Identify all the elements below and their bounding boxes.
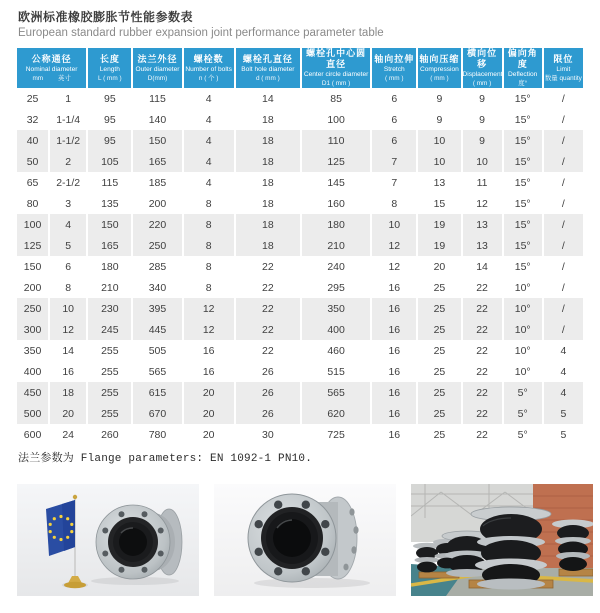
cell: 8: [184, 193, 234, 214]
table-row: [17, 235, 583, 256]
cell: 15°: [504, 256, 542, 277]
cell: 20: [184, 403, 234, 424]
cell: 18: [236, 214, 300, 235]
table-row: [17, 340, 583, 361]
cell: 80: [17, 193, 48, 214]
col-header-compression: 轴向压缩 Compression ( mm ): [418, 48, 460, 88]
cell: 16: [372, 277, 416, 298]
cell: 10°: [504, 340, 542, 361]
cell: 25: [418, 361, 460, 382]
cell: 7: [372, 151, 416, 172]
cell: 255: [88, 361, 131, 382]
cell: 4: [184, 151, 234, 172]
cell: 22: [236, 319, 300, 340]
cell: 95: [88, 130, 131, 151]
cell: 25: [418, 424, 460, 445]
cell: 150: [17, 256, 48, 277]
cell: /: [544, 109, 583, 130]
cell: 9: [463, 109, 502, 130]
cell: 260: [88, 424, 131, 445]
cell: 200: [133, 193, 181, 214]
cell: 6: [372, 88, 416, 109]
cell: /: [544, 256, 583, 277]
cell: 18: [236, 235, 300, 256]
cell: 16: [372, 424, 416, 445]
cell: 22: [463, 424, 502, 445]
cell: 15°: [504, 193, 542, 214]
cell: 180: [88, 256, 131, 277]
cell: 670: [133, 403, 181, 424]
table-row: [17, 151, 583, 172]
cell: 110: [302, 130, 370, 151]
table-body: [17, 88, 583, 445]
cell: 515: [302, 361, 370, 382]
cell: 600: [17, 424, 48, 445]
cell: 7: [372, 172, 416, 193]
cell: 5: [544, 424, 583, 445]
cell: 10: [50, 298, 86, 319]
table-row: [17, 193, 583, 214]
cell: 240: [302, 256, 370, 277]
table-header-row: [17, 48, 583, 88]
cell: 10: [418, 130, 460, 151]
cell: 25: [418, 319, 460, 340]
table-row: [17, 172, 583, 193]
cell: 26: [236, 382, 300, 403]
cell: 22: [236, 340, 300, 361]
cell: 4: [184, 109, 234, 130]
cell: 10: [463, 151, 502, 172]
cell: 12: [372, 235, 416, 256]
cell: 2: [50, 151, 86, 172]
col-header-center-circle-diameter: 螺栓孔中心圆直径 Center circle diameter D1 ( mm ): [303, 48, 369, 87]
cell: 4: [184, 172, 234, 193]
cell: 185: [133, 172, 181, 193]
cell: 15°: [504, 235, 542, 256]
cell: 20: [184, 382, 234, 403]
cell: 255: [88, 382, 131, 403]
cell: 615: [133, 382, 181, 403]
cell: 14: [236, 88, 300, 109]
cell: 15: [418, 193, 460, 214]
cell: 5°: [504, 403, 542, 424]
cell: 20: [50, 403, 86, 424]
col-header-displacement: 横向位移 Displacement ( mm ): [462, 48, 503, 87]
cell: 8: [184, 235, 234, 256]
parameter-table: [15, 48, 585, 445]
cell: 255: [88, 340, 131, 361]
cell: 25: [17, 88, 48, 109]
cell: 12: [50, 319, 86, 340]
cell: 5: [50, 235, 86, 256]
eu-flag-and-joint-image: [17, 484, 199, 596]
cell: 18: [236, 109, 300, 130]
cell: 18: [236, 151, 300, 172]
cell: 125: [302, 151, 370, 172]
table-row: [17, 109, 583, 130]
cell: 6: [372, 130, 416, 151]
cell: 65: [17, 172, 48, 193]
cell: 16: [372, 319, 416, 340]
cell: 16: [50, 361, 86, 382]
cell: /: [544, 172, 583, 193]
cell: 5°: [504, 382, 542, 403]
cell: 15°: [504, 109, 542, 130]
eu-flag-and-joint-photo: [17, 484, 199, 596]
cell: 8: [372, 193, 416, 214]
cell: 16: [372, 298, 416, 319]
table-row: [17, 403, 583, 424]
cell: 165: [133, 151, 181, 172]
cell: 4: [544, 361, 583, 382]
cell: 12: [184, 319, 234, 340]
cell: 565: [133, 361, 181, 382]
cell: 400: [302, 319, 370, 340]
table-row: [17, 319, 583, 340]
cell: 125: [17, 235, 48, 256]
product-photos-row: [17, 484, 593, 596]
cell: 22: [463, 319, 502, 340]
warehouse-stock-image: [411, 484, 593, 596]
cell: 115: [133, 88, 181, 109]
cell: 6: [372, 109, 416, 130]
cell: 25: [418, 340, 460, 361]
col-header-limit: 限位 Limit 数量 quantity: [544, 48, 583, 88]
cell: 565: [302, 382, 370, 403]
cell: 145: [302, 172, 370, 193]
cell: 135: [88, 193, 131, 214]
cell: 15°: [504, 130, 542, 151]
cell: 16: [184, 340, 234, 361]
cell: 4: [184, 130, 234, 151]
cell: 400: [17, 361, 48, 382]
table-row: [17, 130, 583, 151]
rubber-expansion-joint-image: [214, 484, 396, 596]
cell: /: [544, 277, 583, 298]
cell: 10°: [504, 361, 542, 382]
cell: 15°: [504, 151, 542, 172]
cell: 725: [302, 424, 370, 445]
cell: 9: [463, 88, 502, 109]
cell: 25: [418, 403, 460, 424]
cell: /: [544, 130, 583, 151]
cell: 450: [17, 382, 48, 403]
cell: 10: [418, 151, 460, 172]
cell: 4: [544, 382, 583, 403]
cell: 32: [17, 109, 48, 130]
table-row: [17, 424, 583, 445]
cell: 16: [184, 361, 234, 382]
cell: 2-1/2: [50, 172, 86, 193]
cell: 100: [17, 214, 48, 235]
col-header-stretch: 轴向拉伸 Stretch ( mm ): [372, 48, 416, 88]
table-row: [17, 298, 583, 319]
cell: 16: [372, 340, 416, 361]
page-title-zh: 欧洲标准橡胶膨胀节性能参数表: [18, 10, 194, 24]
cell: 1-1/4: [50, 109, 86, 130]
cell: 18: [236, 172, 300, 193]
cell: /: [544, 319, 583, 340]
cell: 13: [418, 172, 460, 193]
cell: 5: [544, 403, 583, 424]
cell: 9: [463, 130, 502, 151]
cell: 300: [17, 319, 48, 340]
cell: 95: [88, 88, 131, 109]
cell: 22: [236, 298, 300, 319]
cell: 22: [236, 277, 300, 298]
cell: 3: [50, 193, 86, 214]
cell: 505: [133, 340, 181, 361]
col-header-deflection: 偏向角度 Deflection 度°: [504, 48, 542, 88]
cell: 340: [133, 277, 181, 298]
cell: 395: [133, 298, 181, 319]
cell: 15°: [504, 214, 542, 235]
cell: /: [544, 151, 583, 172]
cell: 620: [302, 403, 370, 424]
table-row: [17, 88, 583, 109]
cell: 22: [236, 256, 300, 277]
col-header-length: 长度 Length L ( mm ): [88, 48, 131, 88]
cell: 255: [88, 403, 131, 424]
cell: /: [544, 88, 583, 109]
cell: 4: [50, 214, 86, 235]
cell: /: [544, 298, 583, 319]
warehouse-stock-photo: [411, 484, 593, 596]
cell: 245: [88, 319, 131, 340]
col-header-nominal-diameter: 公称通径 Nominal diameter mm 英寸: [17, 48, 86, 88]
cell: 40: [17, 130, 48, 151]
cell: 1: [50, 88, 86, 109]
cell: 25: [418, 298, 460, 319]
cell: 220: [133, 214, 181, 235]
cell: 22: [463, 403, 502, 424]
cell: /: [544, 193, 583, 214]
cell: 12: [463, 193, 502, 214]
col-header-number-of-bolts: 螺栓数 Number of bolts n ( 个 ): [184, 48, 234, 88]
cell: 100: [302, 109, 370, 130]
cell: 8: [184, 256, 234, 277]
table-row: [17, 361, 583, 382]
cell: 8: [50, 277, 86, 298]
table-row: [17, 256, 583, 277]
cell: 115: [88, 172, 131, 193]
cell: 25: [418, 277, 460, 298]
cell: 24: [50, 424, 86, 445]
cell: 4: [544, 340, 583, 361]
cell: 95: [88, 109, 131, 130]
cell: 780: [133, 424, 181, 445]
cell: 160: [302, 193, 370, 214]
cell: 5°: [504, 424, 542, 445]
cell: 10°: [504, 319, 542, 340]
col-header-bolt-hole-diameter: 螺栓孔直径 Bolt hole diameter d ( mm ): [236, 48, 300, 88]
cell: 460: [302, 340, 370, 361]
cell: 22: [463, 298, 502, 319]
col-header-outer-diameter: 法兰外径 Outer diameter D(mm): [133, 48, 181, 88]
table-row: [17, 214, 583, 235]
cell: 350: [17, 340, 48, 361]
cell: 9: [418, 88, 460, 109]
rubber-expansion-joint-photo: [214, 484, 396, 596]
cell: 15°: [504, 88, 542, 109]
cell: 4: [184, 88, 234, 109]
cell: 9: [418, 109, 460, 130]
cell: 18: [236, 193, 300, 214]
table-row: [17, 382, 583, 403]
cell: 500: [17, 403, 48, 424]
cell: 350: [302, 298, 370, 319]
table-head: [17, 48, 583, 88]
cell: 10: [372, 214, 416, 235]
cell: 20: [418, 256, 460, 277]
cell: 22: [463, 382, 502, 403]
cell: 26: [236, 361, 300, 382]
cell: 13: [463, 235, 502, 256]
cell: 16: [372, 361, 416, 382]
cell: 8: [184, 277, 234, 298]
cell: 200: [17, 277, 48, 298]
cell: 25: [418, 382, 460, 403]
flange-parameters-note: 法兰参数为 Flange parameters: EN 1092-1 PN10.: [18, 453, 313, 465]
cell: 16: [372, 403, 416, 424]
cell: 30: [236, 424, 300, 445]
cell: 10°: [504, 298, 542, 319]
cell: /: [544, 235, 583, 256]
cell: 19: [418, 235, 460, 256]
cell: 12: [372, 256, 416, 277]
cell: 22: [463, 361, 502, 382]
table-row: [17, 277, 583, 298]
cell: 15°: [504, 172, 542, 193]
cell: 20: [184, 424, 234, 445]
cell: 250: [17, 298, 48, 319]
cell: 22: [463, 340, 502, 361]
cell: 180: [302, 214, 370, 235]
cell: 50: [17, 151, 48, 172]
cell: 250: [133, 235, 181, 256]
cell: 16: [372, 382, 416, 403]
cell: 285: [133, 256, 181, 277]
cell: 19: [418, 214, 460, 235]
cell: 445: [133, 319, 181, 340]
cell: 10°: [504, 277, 542, 298]
cell: 150: [88, 214, 131, 235]
page-header: [18, 8, 384, 39]
cell: 295: [302, 277, 370, 298]
cell: 140: [133, 109, 181, 130]
cell: 85: [302, 88, 370, 109]
cell: 14: [463, 256, 502, 277]
cell: 150: [133, 130, 181, 151]
page-title-en: European standard rubber expansion joint performance parameter table: [18, 27, 384, 39]
cell: 18: [50, 382, 86, 403]
cell: 165: [88, 235, 131, 256]
cell: 11: [463, 172, 502, 193]
cell: 18: [236, 130, 300, 151]
cell: 13: [463, 214, 502, 235]
cell: 230: [88, 298, 131, 319]
cell: 210: [302, 235, 370, 256]
cell: 12: [184, 298, 234, 319]
cell: 26: [236, 403, 300, 424]
cell: 22: [463, 277, 502, 298]
cell: 14: [50, 340, 86, 361]
cell: /: [544, 214, 583, 235]
cell: 105: [88, 151, 131, 172]
cell: 8: [184, 214, 234, 235]
cell: 210: [88, 277, 131, 298]
cell: 1-1/2: [50, 130, 86, 151]
cell: 6: [50, 256, 86, 277]
